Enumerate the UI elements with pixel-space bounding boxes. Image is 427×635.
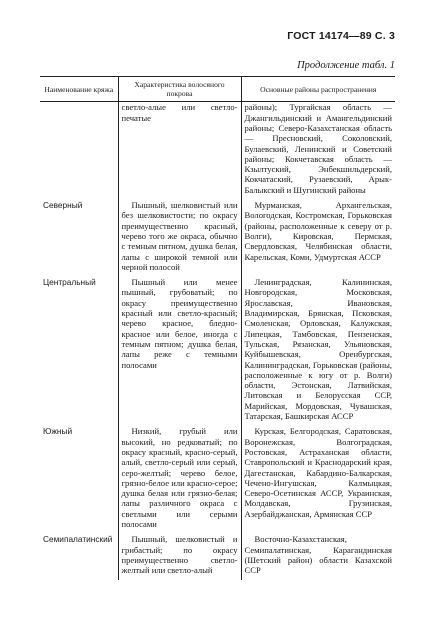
distribution-regions: районы); Тургайская область — Джангильдинский и Амангельдинский районы; Северо-Казахстанская область — Пресновский, Соколовский, Булаевский, Ленинский и Советский районы; Кокчетавская область — Кзылтуский, Энбекшильдерский, Кокчатаский, Рузаевский, Арык-Балыкский и Шугинский районы xyxy=(241,102,395,200)
breed-name xyxy=(40,102,118,200)
breed-name: Северный xyxy=(43,200,83,211)
fur-description: Пышный или менее пышный, грубоватый; по окрасу преимущественно красный или светло-красный; черево красное, бледно-красное или белое, иногда с темным пятном; душка белая, лапы реже с темными полосами xyxy=(121,277,238,370)
distribution-regions: Ленинградская, Калининская, Новгородская, Московская, Ярославская, Ивановская, Владимирская, Брянская, Псковская, Смоленская, Орловская, Калужская, Липецкая, Тамбовская, Пензенская, Тульская, Рязанская, Ульяновская, Куйбышевская, Оренбургская, Калининградская, Горьковская (районы, расположенные к югу от р. Волги) области, Эстонская, Латвийская, Литовская и Белорусская ССР, Марийская, Мордовская, Чувашская, Татарская, Башкирская АССР xyxy=(244,277,392,422)
table-row xyxy=(40,200,395,277)
fur-description: Пышный, шелковистый и грибастый; по окрасу преимущественно светло-желтый или светло-алый xyxy=(121,534,238,576)
fur-description: светло-алые или светло-печатые xyxy=(118,102,241,200)
column-header-regions: Основные районы распространения xyxy=(241,77,395,102)
table-row xyxy=(40,277,395,426)
fur-description: Низкий, грубый или высокий, но редковатый; по окрасу красный, красно-серый, алый, светло-серый или серый, серо-желтый; черево белое, грязно-белое или красно-серое; душка белая или грязно-белая; лапы различного окраса с светлыми или серыми полосами xyxy=(121,426,238,529)
column-header-description: Характеристика волосяного покрова xyxy=(118,77,241,102)
column-header-name: Наименование кряжа xyxy=(40,77,118,102)
standard-header: ГОСТ 14174—89 С. 3 xyxy=(287,30,395,42)
table-row xyxy=(40,426,395,534)
table-continuation-caption: Продолжение табл. 1 xyxy=(297,60,395,71)
fur-description: Пышный, шелковистый или без шелковистости; по окрасу преимущественно красный, черево того же окраса, обычно с темным пятном, душка белая, лапы с широкой темной или черной полосой xyxy=(121,200,238,272)
table-row xyxy=(40,534,395,580)
table-row xyxy=(40,102,395,200)
breed-table xyxy=(40,76,395,580)
breed-name: Центральный xyxy=(43,277,96,288)
table-header-row xyxy=(40,77,395,102)
breed-name: Семипалатинский xyxy=(43,534,113,545)
distribution-regions: Мурманская, Архангельская, Вологодская, Костромская, Горьковская (районы, расположенные к северу от р. Волги), Кировская, Пермская, Свердловская, Челябинская области, Карельская, Коми, Удмуртская АССР xyxy=(244,200,392,262)
distribution-regions: Курская, Белгородская, Саратовская, Воронежская, Волгоградская, Ростовская, Астраханская области, Ставропольский и Краснодарский края, Дагестанская, Кабардино-Балкарская, Чечено-Ингушская, Калмыцкая, Северо-Осетинская АССР, Украинская, Молдавская, Грузинская, Азербайджанская, Армянская ССР xyxy=(244,426,392,519)
breed-name: Южный xyxy=(43,426,73,437)
distribution-regions: Восточно-Казахстанская, Семипалатинская, Карагандинская (Шетский район) области Казахской ССР xyxy=(244,534,392,576)
